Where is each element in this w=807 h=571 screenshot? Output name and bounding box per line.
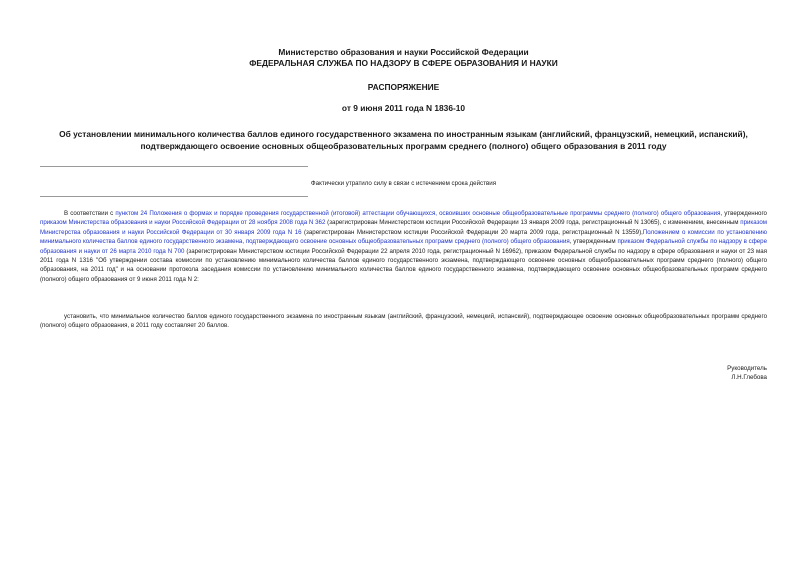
document-type: РАСПОРЯЖЕНИЕ	[367, 82, 440, 92]
body-text: (зарегистрирован Министерством юстиции Российской Федерации 13 января 2009 года, регистрационный N 13065), с изменением, внесенным	[325, 219, 741, 227]
link-order-362[interactable]: приказом Министерства образования и науки Российской Федерации от 28 ноября 2008 года N 362	[40, 219, 326, 227]
divider-bottom	[40, 196, 308, 197]
document-title: Об установлении минимального количества баллов единого государственного экзамена по иностранным языкам (английский, французский, немецкий, испанский), подтверждающего освоение основных общеобразовательных программ среднего (полного) общего образования в 2011 году	[59, 129, 748, 151]
body-text: (зарегистрирован Министерством юстиции Российской Федерации 22 апреля 2010 года, регистрационный N 16962), приказом Федеральной службы по надзору в сфере образования и науки от 23 мая 2011 года N 1316 "Об утверждении состава комиссии по установлению минимального количества баллов единого государственного экзамена, подтверждающего освоение основных общеобразовательных программ среднего (полного) общего образования, на 2011 год" и на основании протокола заседания комиссии по установлению минимального количества баллов единого государственного экзамена, подтверждающего освоение основных общеобразовательных программ среднего (полного) общего образования от 9 июня 2011 года N 2:	[40, 247, 767, 283]
signature-position: Руководитель	[727, 365, 767, 372]
divider-top	[40, 166, 308, 167]
body-text: В соответствии с	[64, 210, 116, 217]
body-text: , утвержденным	[569, 238, 618, 246]
link-regulation-point-24[interactable]: пунктом 24 Положения о формах и порядке проведения государственной (итоговой) аттестации обучающихся, освоивших основные общеобразовательные программы среднего (полного) общего образования	[115, 210, 721, 217]
document-date-number: от 9 июня 2011 года N 1836-10	[341, 103, 466, 113]
body-text: (зарегистрирован Министерством юстиции Российской Федерации 20 марта 2009 года, регистрационный N 13559),	[301, 228, 643, 236]
link-order-700[interactable]: приказом Федеральной службы по надзору в сфере образования и науки от 26 марта 2010 года N 700	[40, 238, 767, 255]
link-order-16[interactable]: приказом Министерства образования и науки Российской Федерации от 30 января 2009 года N 16	[40, 219, 767, 236]
body-text: , утвержденного	[720, 210, 767, 217]
ministry-name: Министерство образования и науки Российской Федерации	[278, 47, 529, 57]
body-paragraph-2: установить, что минимальное количество баллов единого государственного экзамена по иностранным языкам (английский, французский, немецкий, испанский), подтверждающее освоение основных общеобразовательных программ среднего (полного) общего образования, в 2011 году составляет 20 баллов.	[40, 313, 767, 330]
agency-name: ФЕДЕРАЛЬНАЯ СЛУЖБА ПО НАДЗОРУ В СФЕРЕ ОБРАЗОВАНИЯ И НАУКИ	[249, 58, 558, 68]
signature-name: Л.Н.Глебова	[731, 374, 767, 381]
status-note: Фактически утратило силу в связи с истечением срока действия	[310, 180, 497, 187]
body-paragraph-1	[40, 209, 767, 284]
link-commission-regulation[interactable]: Положением о комиссии по установлению минимального количества баллов единого государственного экзамена, подтверждающего освоение основных общеобразовательных программ среднего (полного) общего образования	[40, 228, 768, 246]
